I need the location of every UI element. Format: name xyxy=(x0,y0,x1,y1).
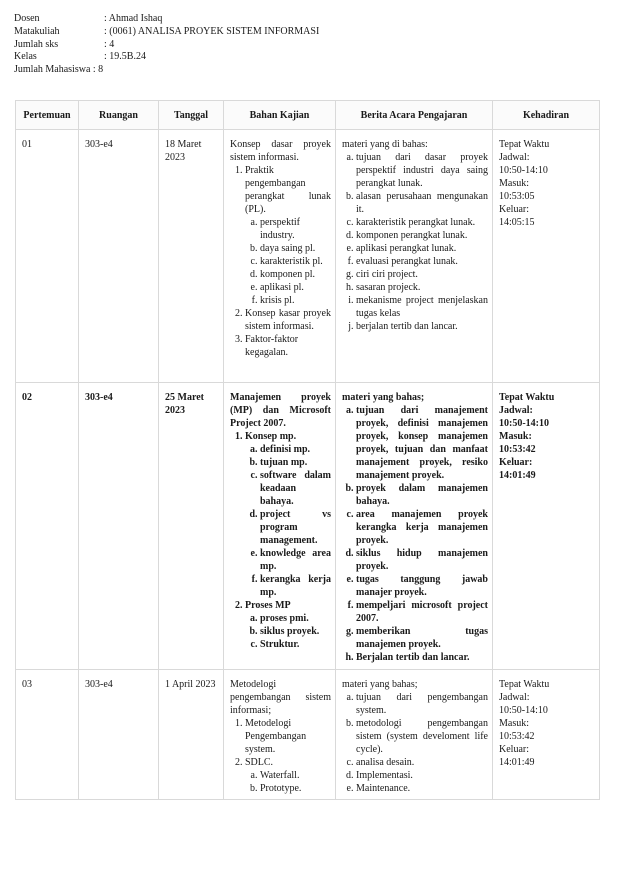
kehadiran-line: 10:53:05 xyxy=(499,191,535,202)
bahan-item-text: Faktor-faktor kegagalan. xyxy=(245,334,299,358)
dosen-value: : Ahmad Ishaq xyxy=(104,13,163,24)
bahan-item xyxy=(245,333,331,359)
berita-item: d. komponen perangkat lunak. xyxy=(356,229,488,242)
berita-list xyxy=(342,404,488,664)
cell-bahan-kajian xyxy=(224,130,336,383)
berita-item: a. tujuan dari manajement proyek, definisi manajemen proyek, konsep manajemen proyek, tujuan dan manfaat manajement proyek, resiko manajement proyek. xyxy=(356,404,488,482)
attendance-table xyxy=(15,100,600,800)
col-header-pertemuan: Pertemuan xyxy=(16,101,79,130)
bahan-intro: Manajemen proyek (MP) dan Microsoft Project 2007. xyxy=(230,392,331,429)
col-header-ruangan: Ruangan xyxy=(79,101,159,130)
cell-bahan-kajian xyxy=(224,670,336,800)
table-row xyxy=(16,670,600,800)
header-row-mahasiswa xyxy=(14,64,319,77)
berita-item: f. evaluasi perangkat lunak. xyxy=(356,255,488,268)
matakuliah-value: : (0061) ANALISA PROYEK SISTEM INFORMASI xyxy=(104,25,320,37)
berita-list xyxy=(342,691,488,795)
kelas-label: Kelas xyxy=(14,51,37,63)
dosen-label: Dosen xyxy=(14,13,40,24)
berita-item: h. Berjalan tertib dan lancar. xyxy=(356,651,488,664)
bahan-item-text: Konsep mp. xyxy=(245,431,297,442)
kehadiran-line: Tepat Waktu xyxy=(499,392,555,403)
header-row-sks xyxy=(14,39,319,52)
berita-item: c. area manajemen proyek kerangka kerja manajemen proyek. xyxy=(356,508,488,547)
kehadiran-line: 10:50-14:10 xyxy=(499,418,549,429)
course-header xyxy=(14,13,319,77)
bahan-sub-item: b. siklus proyek. xyxy=(260,625,331,638)
bahan-sub-item: d. project vs program management. xyxy=(260,508,331,547)
col-header-berita-acara: Berita Acara Pengajaran xyxy=(336,101,493,130)
berita-item: b. proyek dalam manajemen bahaya. xyxy=(356,482,488,508)
berita-item: a. tujuan dari pengembangan system. xyxy=(356,691,488,717)
cell-pertemuan: 01 xyxy=(16,130,79,383)
berita-item: a. tujuan dari dasar proyek perspektif industri daya saing perangkat lunak. xyxy=(356,151,488,190)
cell-tanggal: 18 Maret 2023 xyxy=(159,130,224,383)
header-row-dosen xyxy=(14,13,319,26)
berita-item: e. aplikasi perangkat lunak. xyxy=(356,242,488,255)
berita-item: b. metodologi pengembangan sistem (system develoment life cycle). xyxy=(356,717,488,756)
bahan-sub-item: b. tujuan mp. xyxy=(260,456,331,469)
header-row-matakuliah xyxy=(14,26,319,39)
berita-list xyxy=(342,151,488,333)
kehadiran-line: Tepat Waktu xyxy=(499,679,550,690)
cell-berita-acara xyxy=(336,130,493,383)
bahan-list xyxy=(230,717,331,795)
bahan-item xyxy=(245,599,331,651)
bahan-sub-list xyxy=(245,216,331,307)
cell-tanggal: 25 Maret 2023 xyxy=(159,383,224,670)
kehadiran-line: Jadwal: xyxy=(499,405,533,416)
kehadiran-line: Masuk: xyxy=(499,431,532,442)
bahan-item xyxy=(245,756,331,795)
kehadiran-line: Keluar: xyxy=(499,204,529,215)
cell-pertemuan: 02 xyxy=(16,383,79,670)
berita-intro: materi yang bahas; xyxy=(342,392,425,403)
bahan-sub-item: c. software dalam keadaan bahaya. xyxy=(260,469,331,508)
kehadiran-line: Keluar: xyxy=(499,457,533,468)
bahan-item xyxy=(245,307,331,333)
bahan-sub-item: a. Waterfall. xyxy=(260,769,331,782)
berita-item: d. Implementasi. xyxy=(356,769,488,782)
kehadiran-line: Tepat Waktu xyxy=(499,139,550,150)
cell-ruangan: 303-e4 xyxy=(79,130,159,383)
bahan-sub-item: e. knowledge area mp. xyxy=(260,547,331,573)
cell-ruangan: 303-e4 xyxy=(79,670,159,800)
col-header-tanggal: Tanggal xyxy=(159,101,224,130)
kehadiran-line: 14:01:49 xyxy=(499,470,536,481)
kelas-value: : 19.5B.24 xyxy=(104,51,146,63)
berita-item: j. berjalan tertib dan lancar. xyxy=(356,320,488,333)
bahan-sub-item: f. kerangka kerja mp. xyxy=(260,573,331,599)
matakuliah-label: Matakuliah xyxy=(14,25,60,37)
bahan-sub-item: b. daya saing pl. xyxy=(260,242,331,255)
bahan-item xyxy=(245,164,331,307)
kehadiran-line: Keluar: xyxy=(499,744,529,755)
kehadiran-line: 10:53:42 xyxy=(499,444,536,455)
berita-item: i. mekanisme project menjelaskan tugas kelas xyxy=(356,294,488,320)
bahan-intro: Konsep dasar proyek sistem informasi. xyxy=(230,139,331,163)
bahan-item-text: SDLC. xyxy=(245,757,274,768)
bahan-sub-list xyxy=(245,612,331,651)
berita-intro: materi yang bahas; xyxy=(342,679,418,690)
cell-ruangan: 303-e4 xyxy=(79,383,159,670)
header-row-kelas xyxy=(14,51,319,64)
bahan-list xyxy=(230,164,331,359)
col-header-bahan-kajian: Bahan Kajian xyxy=(224,101,336,130)
cell-berita-acara xyxy=(336,670,493,800)
bahan-item-text: Metodelogi Pengembangan system. xyxy=(245,718,307,755)
bahan-sub-item: c. Struktur. xyxy=(260,638,331,651)
berita-item: f. mempeljari microsoft project 2007. xyxy=(356,599,488,625)
bahan-sub-item: e. aplikasi pl. xyxy=(260,281,331,294)
berita-item: d. siklus hidup manajemen proyek. xyxy=(356,547,488,573)
table-row xyxy=(16,130,600,383)
cell-kehadiran xyxy=(493,130,600,383)
bahan-intro: Metodelogi pengembangan sistem informasi; xyxy=(230,679,331,716)
kehadiran-line: 14:05:15 xyxy=(499,217,535,228)
bahan-sub-list xyxy=(245,769,331,795)
berita-item: e. Maintenance. xyxy=(356,782,488,795)
bahan-list xyxy=(230,430,331,651)
bahan-item-text: Praktik pengembangan perangkat lunak (PL). xyxy=(245,165,331,215)
kehadiran-line: 14:01:49 xyxy=(499,757,535,768)
bahan-sub-item: a. proses pmi. xyxy=(260,612,331,625)
berita-intro: materi yang di bahas: xyxy=(342,139,428,150)
table-header-row xyxy=(16,101,600,130)
bahan-sub-item: a. definisi mp. xyxy=(260,443,331,456)
bahan-sub-item: d. komponen pl. xyxy=(260,268,331,281)
cell-pertemuan: 03 xyxy=(16,670,79,800)
berita-item: c. analisa desain. xyxy=(356,756,488,769)
bahan-item-text: Proses MP xyxy=(245,600,291,611)
cell-bahan-kajian xyxy=(224,383,336,670)
berita-item: g. ciri ciri project. xyxy=(356,268,488,281)
kehadiran-line: 10:53:42 xyxy=(499,731,535,742)
bahan-sub-item: f. krisis pl. xyxy=(260,294,331,307)
bahan-sub-item: c. karakteristik pl. xyxy=(260,255,331,268)
bahan-item-text: Konsep kasar proyek sistem informasi. xyxy=(245,308,331,332)
kehadiran-line: Masuk: xyxy=(499,718,529,729)
cell-berita-acara xyxy=(336,383,493,670)
kehadiran-line: 10:50-14:10 xyxy=(499,705,548,716)
bahan-item xyxy=(245,430,331,599)
berita-item: e. tugas tanggung jawab manajer proyek. xyxy=(356,573,488,599)
mahasiswa-value: : 8 xyxy=(92,64,104,76)
berita-item: h. sasaran projeck. xyxy=(356,281,488,294)
col-header-kehadiran: Kehadiran xyxy=(493,101,600,130)
kehadiran-line: 10:50-14:10 xyxy=(499,165,548,176)
mahasiswa-label: Jumlah Mahasiswa xyxy=(14,64,91,76)
cell-tanggal: 1 April 2023 xyxy=(159,670,224,800)
cell-kehadiran xyxy=(493,670,600,800)
bahan-sub-item: a. perspektif industry. xyxy=(260,216,331,242)
berita-item: c. karakteristik perangkat lunak. xyxy=(356,216,488,229)
kehadiran-line: Jadwal: xyxy=(499,152,530,163)
sks-value: : 4 xyxy=(104,38,115,50)
bahan-sub-list xyxy=(245,443,331,599)
berita-item: g. memberikan tugas manajemen proyek. xyxy=(356,625,488,651)
bahan-item xyxy=(245,717,331,756)
bahan-sub-item: b. Prototype. xyxy=(260,782,331,795)
berita-item: b. alasan perusahaan mengunakan it. xyxy=(356,190,488,216)
kehadiran-line: Masuk: xyxy=(499,178,529,189)
cell-kehadiran xyxy=(493,383,600,670)
kehadiran-line: Jadwal: xyxy=(499,692,530,703)
table-row xyxy=(16,383,600,670)
sks-label: Jumlah sks xyxy=(14,38,59,50)
